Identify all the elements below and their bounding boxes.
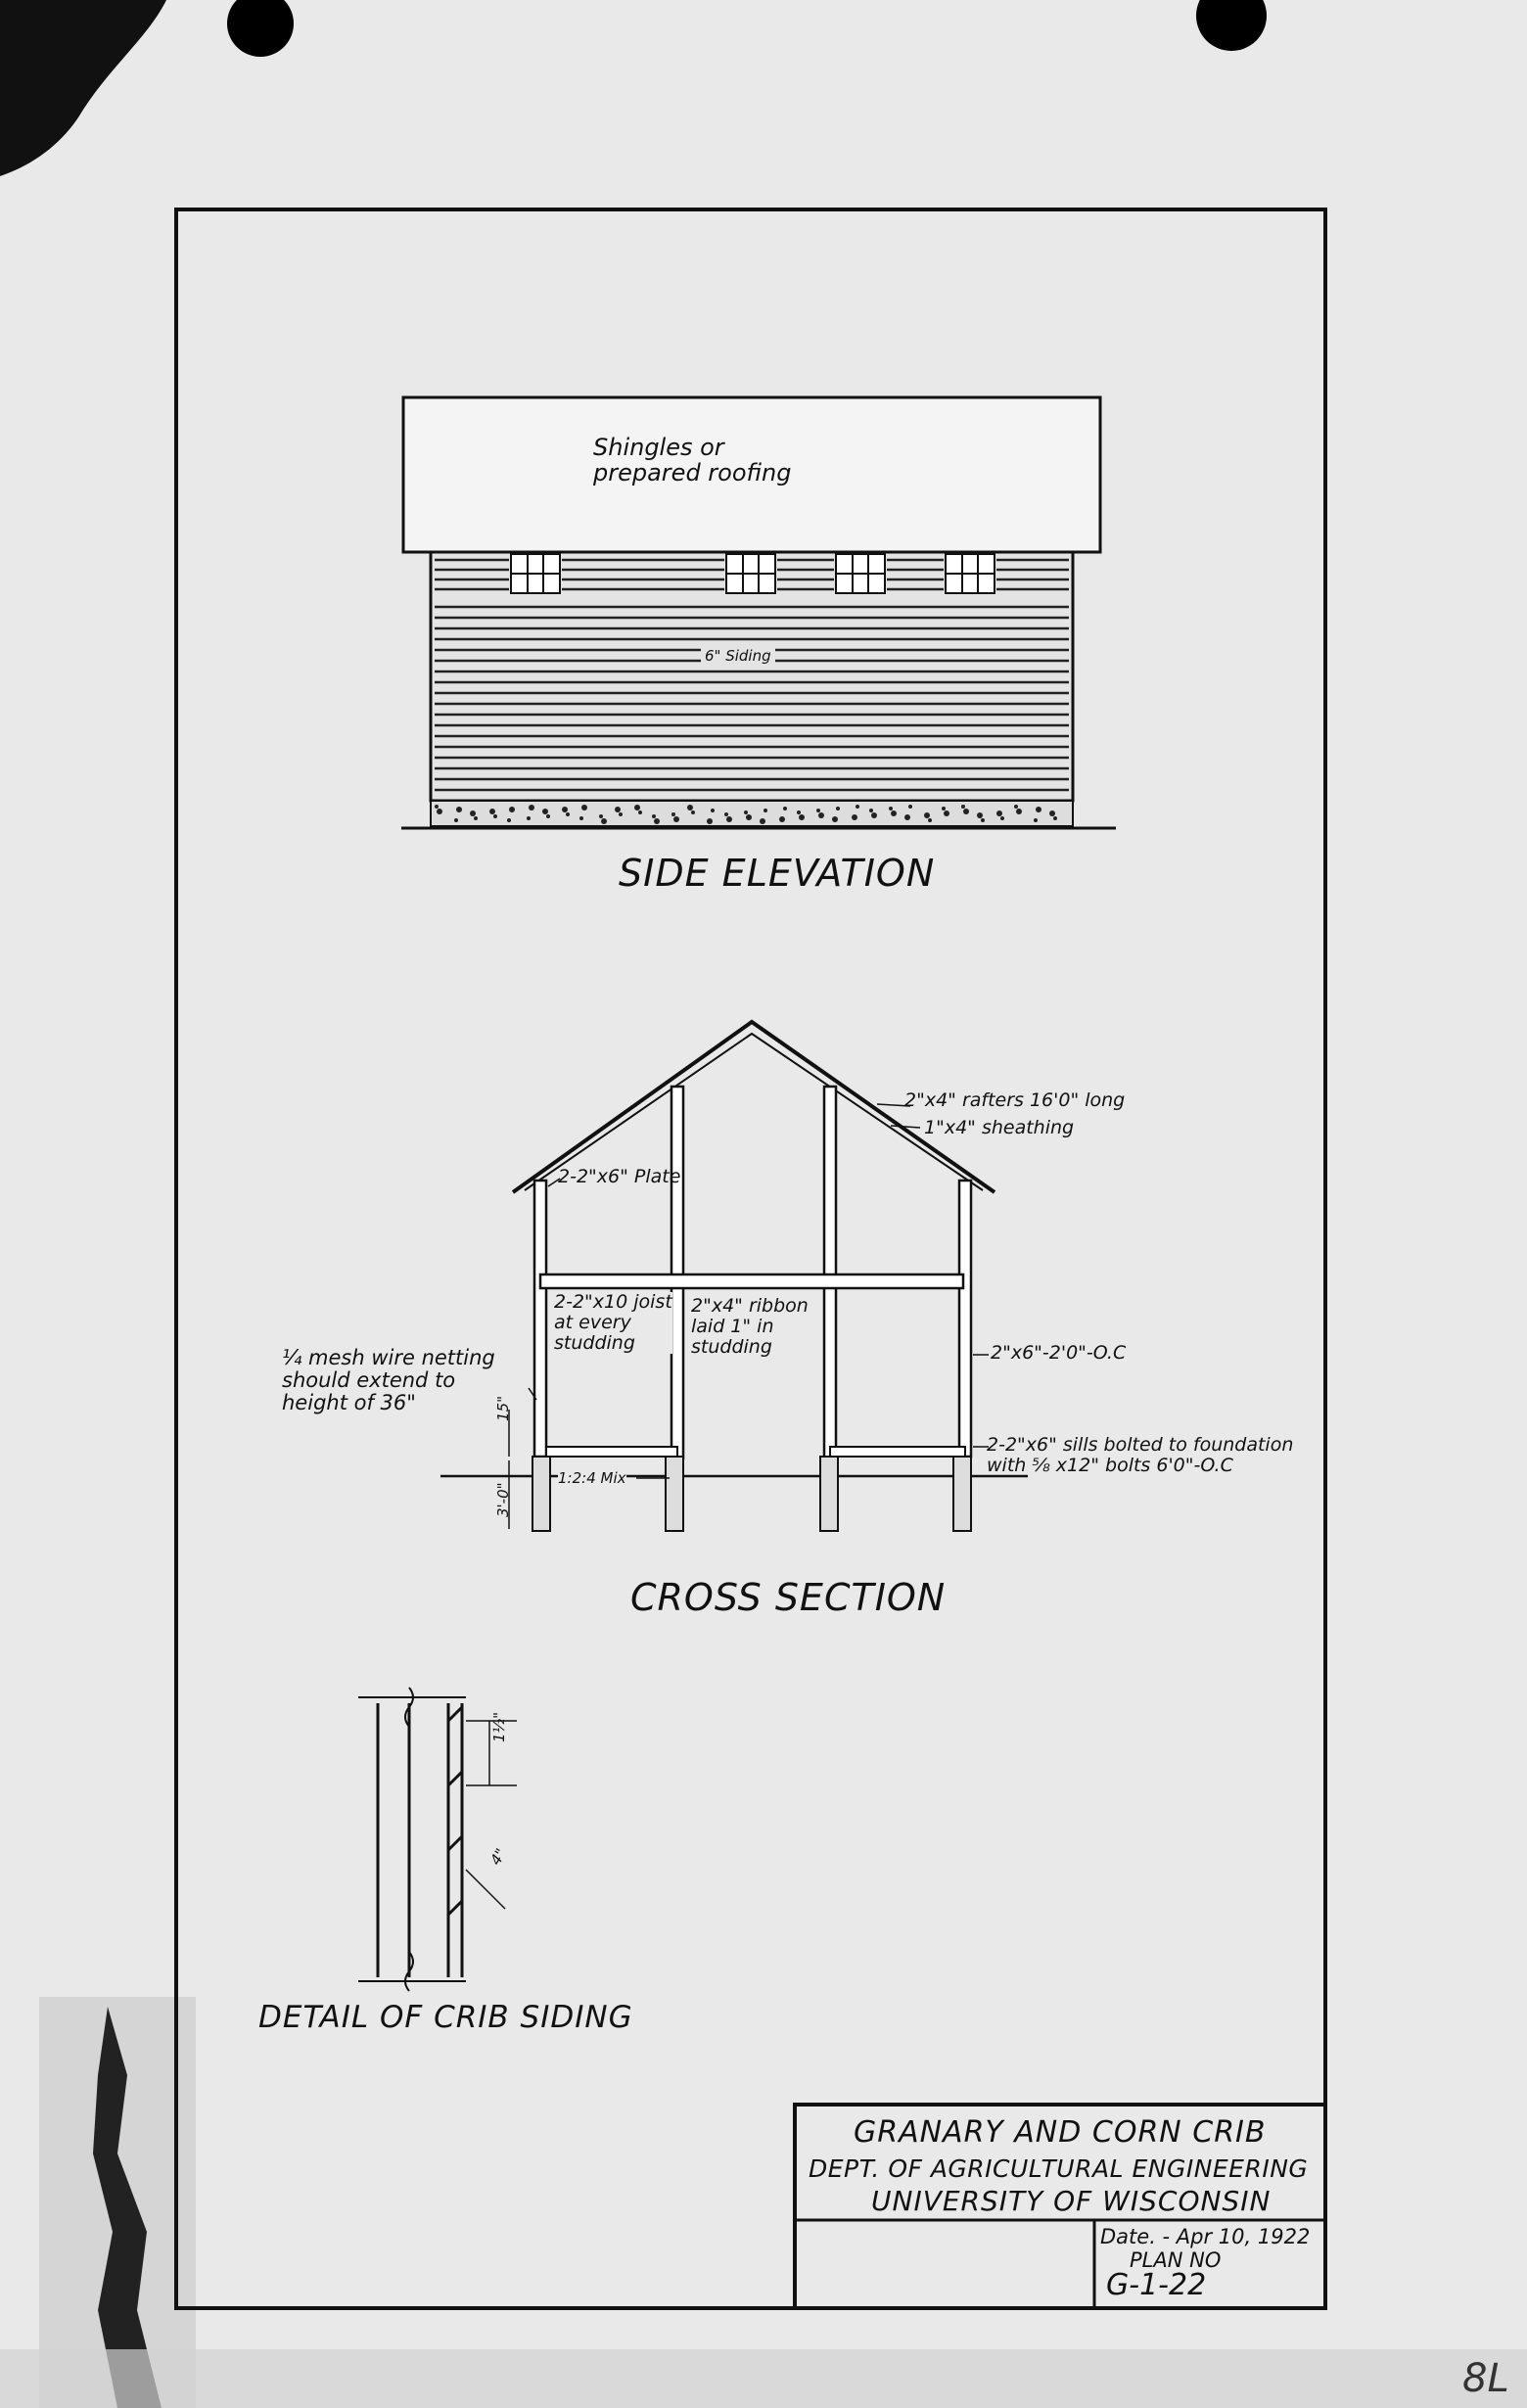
sills-note: 2-2"x6" sills bolted to foundation with ⅝ x12" bolts 6'0"-O.C <box>987 1434 1294 1476</box>
concrete-aggregate <box>904 814 910 820</box>
concrete-aggregate <box>942 807 946 810</box>
punch-hole-right <box>1196 0 1267 51</box>
concrete-aggregate <box>760 818 765 824</box>
concrete-aggregate <box>601 818 607 824</box>
joist-note: 2-2"x10 joist at every studding <box>554 1291 672 1354</box>
concrete-aggregate <box>638 810 642 814</box>
concrete-aggregate <box>1049 810 1055 816</box>
concrete-aggregate <box>489 809 495 814</box>
rafters-note: 2"x4" rafters 16'0" long <box>904 1089 1126 1111</box>
title-block-date: Date. - Apr 10, 1922 <box>1100 2225 1311 2248</box>
concrete-aggregate <box>891 810 897 816</box>
concrete-aggregate <box>493 814 497 818</box>
concrete-aggregate <box>566 812 570 816</box>
concrete-aggregate <box>581 805 587 810</box>
tape-strip-bottom <box>0 2349 1527 2408</box>
dim-3-note: 3'-0" <box>494 1482 512 1517</box>
concrete-aggregate <box>454 818 458 822</box>
concrete-aggregate <box>527 816 531 820</box>
mesh-note: ¼ mesh wire netting should extend to height of 36" <box>282 1346 495 1415</box>
concrete-aggregate <box>542 809 548 814</box>
crib-detail-title: DETAIL OF CRIB SIDING <box>258 2000 633 2035</box>
concrete-aggregate <box>1053 816 1057 820</box>
concrete-aggregate <box>961 805 965 809</box>
concrete-aggregate <box>746 814 752 820</box>
concrete-aggregate <box>981 818 985 822</box>
concrete-aggregate <box>634 805 640 810</box>
concrete-aggregate <box>852 814 857 820</box>
concrete-aggregate <box>797 810 801 814</box>
concrete-aggregate <box>1000 816 1004 820</box>
concrete-aggregate <box>816 809 820 812</box>
concrete-aggregate <box>871 812 877 818</box>
concrete-aggregate <box>562 807 568 812</box>
concrete-aggregate <box>652 814 656 818</box>
concrete-aggregate <box>671 812 675 816</box>
window-1 <box>511 554 560 593</box>
concrete-aggregate <box>799 814 805 820</box>
concrete-aggregate <box>673 816 679 822</box>
dim-15-note: 15" <box>494 1396 512 1421</box>
concrete-aggregate <box>869 809 873 812</box>
concrete-aggregate <box>691 810 695 814</box>
concrete-aggregate <box>924 812 930 818</box>
concrete-aggregate <box>437 809 442 814</box>
concrete-aggregate <box>507 818 511 822</box>
concrete-aggregate <box>977 812 983 818</box>
title-block-line2: DEPT. OF AGRICULTURAL ENGINEERING <box>809 2154 1309 2183</box>
margin-mark: 8L <box>1462 2356 1509 2401</box>
punch-hole-left <box>227 0 294 57</box>
concrete-aggregate <box>1014 805 1018 809</box>
foundation <box>431 801 1073 826</box>
title-block-line1: GRANARY AND CORN CRIB <box>854 2115 1267 2150</box>
concrete-aggregate <box>832 816 838 822</box>
title-block-plan-label: PLAN NO <box>1130 2248 1222 2272</box>
concrete-aggregate <box>529 805 534 810</box>
title-block-line3: UNIVERSITY OF WISCONSIN <box>871 2185 1272 2217</box>
studs-note: 2"x6"-2'0"-O.C <box>991 1342 1127 1364</box>
concrete-aggregate <box>579 816 583 820</box>
concrete-aggregate <box>654 818 660 824</box>
sheathing-note: 1"x4" sheathing <box>924 1117 1075 1138</box>
concrete-aggregate <box>687 805 693 810</box>
concrete-aggregate <box>546 814 550 818</box>
concrete-aggregate <box>456 807 462 812</box>
concrete-aggregate <box>764 809 767 812</box>
concrete-aggregate <box>783 807 787 810</box>
side-elevation-title: SIDE ELEVATION <box>619 852 936 895</box>
concrete-aggregate <box>908 805 912 809</box>
concrete-aggregate <box>928 818 932 822</box>
concrete-aggregate <box>707 818 713 824</box>
concrete-aggregate <box>711 809 715 812</box>
ribbon-note: 2"x4" ribbon laid 1" in studding <box>691 1295 809 1358</box>
crib-slat <box>448 1836 462 1850</box>
concrete-aggregate <box>1016 809 1022 814</box>
concrete-aggregate <box>944 810 949 816</box>
concrete-aggregate <box>470 810 476 816</box>
concrete-aggregate <box>836 807 840 810</box>
concrete-aggregate <box>818 812 824 818</box>
siding-note: 6" Siding <box>701 648 775 665</box>
concrete-aggregate <box>996 810 1002 816</box>
concrete-aggregate <box>963 809 969 814</box>
torn-corner <box>0 0 166 176</box>
title-block-plan-no: G-1-22 <box>1106 2268 1207 2302</box>
window-2 <box>726 554 775 593</box>
crib-slat <box>448 1707 462 1721</box>
concrete-aggregate <box>1036 807 1041 812</box>
concrete-aggregate <box>474 816 478 820</box>
concrete-aggregate <box>889 807 893 810</box>
crib-dim-b: 4" <box>486 1845 510 1869</box>
window-4 <box>946 554 995 593</box>
concrete-aggregate <box>615 807 621 812</box>
concrete-aggregate <box>744 810 748 814</box>
window-3 <box>836 554 885 593</box>
concrete-aggregate <box>779 816 785 822</box>
concrete-aggregate <box>1034 818 1038 822</box>
mix-note: 1:2:4 Mix <box>558 1469 626 1487</box>
concrete-aggregate <box>724 812 728 816</box>
concrete-aggregate <box>435 805 439 809</box>
crib-dim-a: 1½" <box>490 1712 508 1742</box>
concrete-aggregate <box>619 812 623 816</box>
concrete-aggregate <box>509 807 515 812</box>
plate-note: 2-2"x6" Plate <box>558 1166 681 1187</box>
concrete-aggregate <box>599 814 603 818</box>
cross-section-title: CROSS SECTION <box>630 1576 947 1619</box>
crib-slat <box>448 1772 462 1785</box>
concrete-aggregate <box>726 816 732 822</box>
crib-slat <box>448 1901 462 1915</box>
concrete-aggregate <box>856 805 859 809</box>
roof-note: Shingles or prepared roofing <box>593 434 792 487</box>
